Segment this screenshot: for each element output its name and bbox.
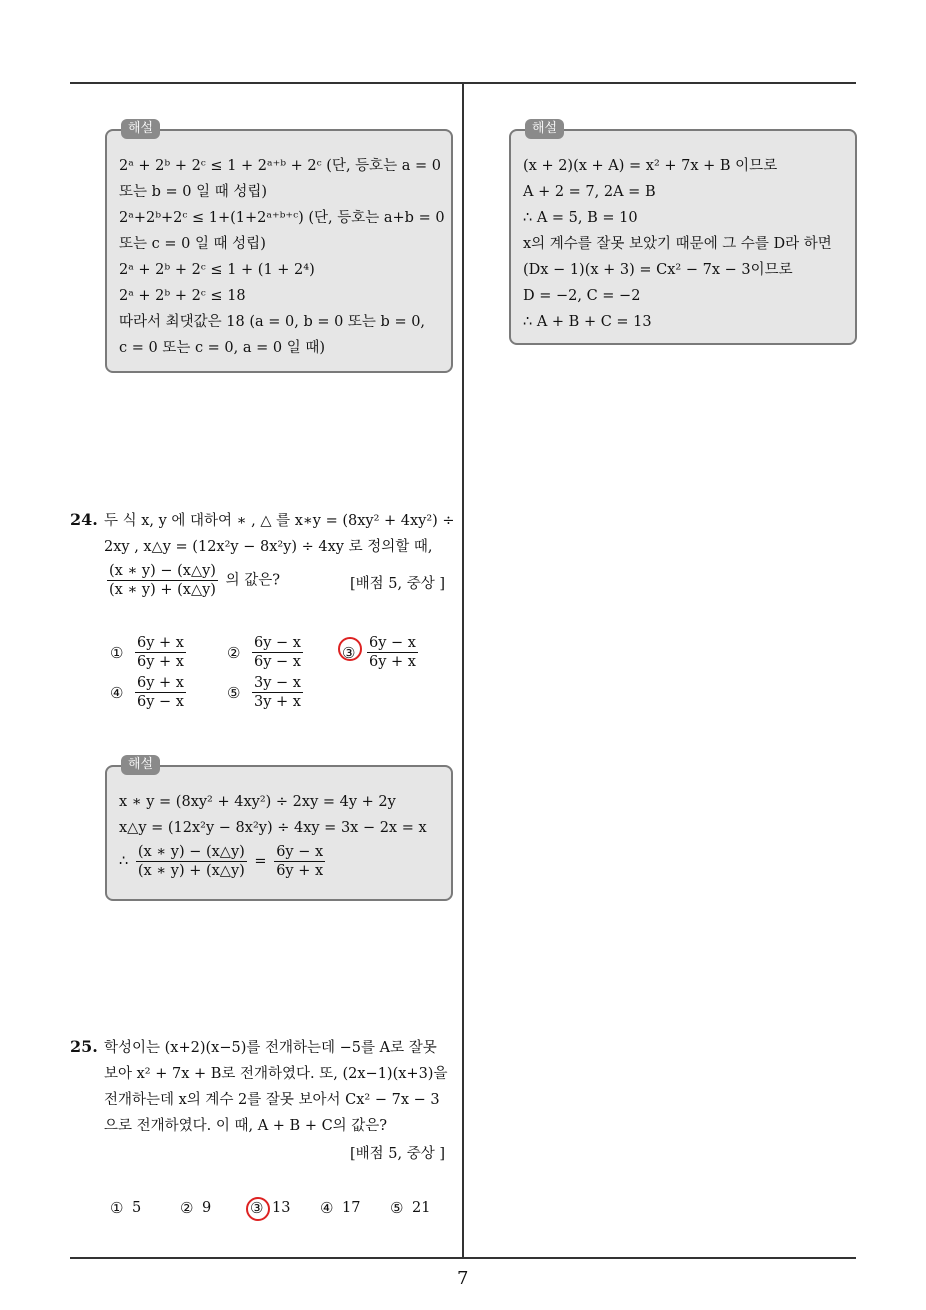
solution-line: x△y = (12x²y − 8x²y) ÷ 4xy = 3x − 2x = x [119,820,427,836]
choice-mark: ② [227,643,241,662]
choice-fraction [135,674,186,711]
choice-value: 5 [132,1200,142,1216]
choice-mark: ① [110,1199,124,1217]
question-number-24: 24. [70,510,98,529]
choice-mark: ② [180,1199,194,1217]
choice-mark: ④ [320,1199,334,1217]
score-label-24: [배점 5, 중상 ] [350,576,446,592]
solution-box-24 [105,757,453,901]
answer-circle-25 [246,1197,270,1221]
choice-fraction [252,634,303,671]
choice-4[interactable] [110,674,189,711]
choice-fraction [135,634,186,671]
question-suffix: 의 값은? [225,572,280,589]
choice-mark: ③ [250,1199,264,1217]
score-label-25: [배점 5, 중상 ] [350,1146,446,1162]
question-line: 학성이는 (x+2)(x−5)를 전개하는데 −5를 A로 잘못 [104,1040,437,1056]
choice-1[interactable] [110,1199,141,1217]
choice-value: 9 [202,1200,212,1216]
page-number: 7 [457,1268,469,1289]
question-25-text [104,1035,454,1139]
solution-fraction [274,843,325,880]
solution-box-25 [509,121,857,345]
solution-tag: 해설 [121,755,160,775]
solution-line: 또는 b = 0 일 때 성립) [119,184,268,200]
choice-fraction [367,634,418,671]
solution-conclusion [119,843,441,880]
fraction-numerator: (x ∗ y) − (x△y) [109,563,216,579]
fraction-denominator: 3y + x [254,694,301,710]
question-line: 전개하는데 x의 계수 2를 잘못 보아서 Cx² − 7x − 3 [104,1092,440,1108]
choice-mark: ⑤ [390,1199,404,1217]
solution-tag: 해설 [121,119,160,139]
choice-mark: ⑤ [227,683,241,702]
fraction-numerator: 3y − x [254,675,301,691]
bottom-rule [70,1257,856,1259]
choice-2[interactable] [180,1199,211,1217]
question-number-25: 25. [70,1037,98,1056]
solution-line: 2ᵃ + 2ᵇ + 2ᶜ ≤ 18 [119,288,246,304]
question-line: 보아 x² + 7x + B로 전개하였다. 또, (2x−1)(x+3)을 [104,1066,448,1082]
choice-value: 13 [272,1200,291,1216]
solution-box-23 [105,121,453,373]
question-line: 두 식 x, y 에 대하여 ∗ , △ 를 x∗y = (8xy² + 4xy²) ÷ [104,513,455,529]
choice-mark: ① [110,643,124,662]
question-line: 으로 전개하였다. 이 때, A + B + C의 값은? [104,1118,388,1134]
column-divider [462,84,464,1257]
fraction-denominator: 6y − x [254,654,301,670]
fraction-numerator: 6y + x [137,635,184,651]
solution-line: x ∗ y = (8xy² + 4xy²) ÷ 2xy = 4y + 2y [119,794,396,810]
fraction-numerator: 6y − x [369,635,416,651]
solution-line: 2ᵃ + 2ᵇ + 2ᶜ ≤ 1 + 2ᵃ⁺ᵇ + 2ᶜ (단, 등호는 a = 0 [119,158,442,174]
fraction-denominator: 6y − x [137,694,184,710]
solution-line: (x + 2)(x + A) = x² + 7x + B 이므로 [523,158,778,174]
choice-2[interactable] [227,634,306,671]
fraction-denominator: (x ∗ y) + (x△y) [137,863,245,879]
solution-line: D = −2, C = −2 [523,288,641,304]
fraction-numerator: 6y + x [137,675,184,691]
solution-line: ∴ A + B + C = 13 [523,314,652,330]
choice-1[interactable] [110,634,189,671]
choice-value: 21 [412,1200,431,1216]
choice-mark: ④ [110,683,124,702]
fraction-denominator: (x ∗ y) + (x△y) [109,582,216,598]
solution-tag: 해설 [525,119,564,139]
solution-line: 또는 c = 0 일 때 성립) [119,236,266,252]
solution-line: (Dx − 1)(x + 3) = Cx² − 7x − 3이므로 [523,262,793,278]
fraction-numerator: (x ∗ y) − (x△y) [137,844,245,860]
choice-fraction [252,674,303,711]
choice-4[interactable] [320,1199,360,1217]
solution-line: 따라서 최댓값은 18 (a = 0, b = 0 또는 b = 0, [119,314,426,330]
choice-value: 17 [342,1200,361,1216]
solution-line: c = 0 또는 c = 0, a = 0 일 때) [119,340,326,356]
expression-fraction [107,562,218,599]
therefore-symbol: ∴ [119,853,129,870]
choice-5[interactable] [390,1199,430,1217]
choice-5[interactable] [227,674,306,711]
solution-line: x의 계수를 잘못 보았기 때문에 그 수를 D라 하면 [523,236,832,252]
question-line: 2xy , x△y = (12x²y − 8x²y) ÷ 4xy 로 정의할 때, [104,539,433,555]
solution-fraction [136,843,247,880]
solution-line: 2ᵃ+2ᵇ+2ᶜ ≤ 1+(1+2ᵃ⁺ᵇ⁺ᶜ) (단, 등호는 a+b = 0 [119,210,445,226]
fraction-numerator: 6y − x [254,635,301,651]
fraction-denominator: 6y + x [276,863,324,879]
solution-line: A + 2 = 7, 2A = B [523,184,656,200]
fraction-denominator: 6y + x [137,654,184,670]
solution-line: 2ᵃ + 2ᵇ + 2ᶜ ≤ 1 + (1 + 2⁴) [119,262,315,278]
choice-mark: ③ [342,643,356,662]
fraction-numerator: 6y − x [276,844,324,860]
equals-symbol: = [254,853,267,870]
solution-line: ∴ A = 5, B = 10 [523,210,638,226]
fraction-denominator: 6y + x [369,654,416,670]
answer-circle-24 [338,637,362,661]
